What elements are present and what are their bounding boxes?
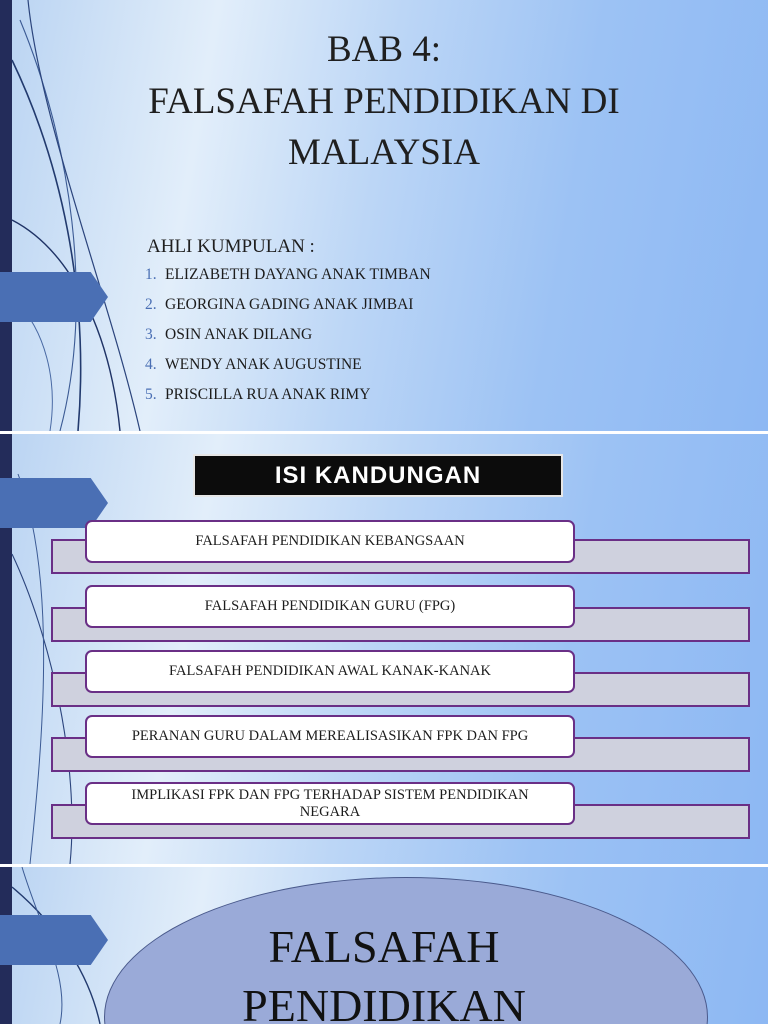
section-title-line-1: FALSAFAH <box>268 921 500 972</box>
list-item: 2. GEORGINA GADING ANAK JIMBAI <box>145 296 414 313</box>
list-item: 1. ELIZABETH DAYANG ANAK TIMBAN <box>145 266 431 283</box>
contents-heading: ISI KANDUNGAN <box>193 454 563 497</box>
slide-contents <box>0 434 768 864</box>
accent-arrow-icon <box>0 272 108 322</box>
contents-item-4: PERANAN GURU DALAM MEREALISASIKAN FPK DAN FPG <box>85 715 575 758</box>
contents-item-1: FALSAFAH PENDIDIKAN KEBANGSAAN <box>85 520 575 563</box>
contents-item-2: FALSAFAH PENDIDIKAN GURU (FPG) <box>85 585 575 628</box>
slide-title-line-1: BAB 4: <box>326 29 442 70</box>
contents-item-3: FALSAFAH PENDIDIKAN AWAL KANAK-KANAK <box>85 650 575 693</box>
list-item: 5. PRISCILLA RUA ANAK RIMY <box>145 386 371 403</box>
members-heading: AHLI KUMPULAN : <box>147 236 315 257</box>
slide-section <box>0 867 768 1024</box>
contents-item-5: IMPLIKASI FPK DAN FPG TERHADAP SISTEM PENDIDIKAN NEGARA <box>85 782 575 825</box>
section-title-line-2: PENDIDIKAN <box>242 980 526 1024</box>
slide-title-line-3: MALAYSIA <box>288 132 480 173</box>
list-item: 3. OSIN ANAK DILANG <box>145 326 313 343</box>
members-list <box>145 266 431 416</box>
slide-title-line-2: FALSAFAH PENDIDIKAN DI <box>148 81 620 122</box>
list-item: 4. WENDY ANAK AUGUSTINE <box>145 356 362 373</box>
slide-title <box>0 0 768 431</box>
